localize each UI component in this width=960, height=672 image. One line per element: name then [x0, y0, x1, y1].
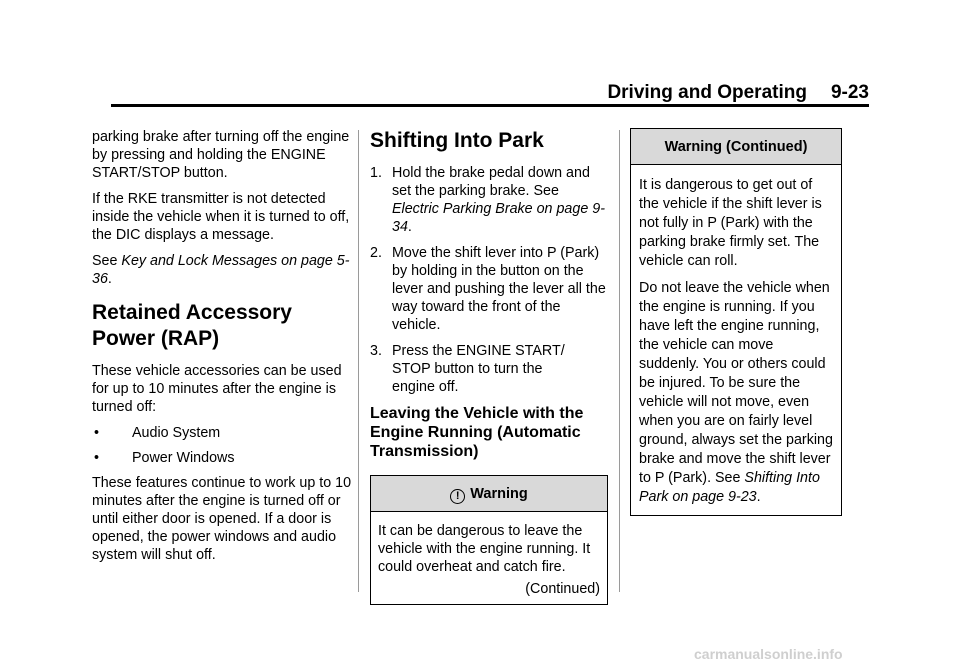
warning-body	[631, 165, 841, 515]
header-text	[607, 82, 869, 104]
watermark: carmanualsonline.info	[694, 646, 843, 662]
warning-text: It can be dangerous to leave the vehicle with the engine running. It could overheat and catch fire.	[378, 523, 591, 575]
list-item-label: Audio System	[132, 425, 221, 441]
rap-heading: Retained Accessory Power (RAP)	[92, 301, 292, 350]
section-title: Driving and Operating	[607, 82, 807, 103]
step-text	[392, 164, 608, 236]
list-item	[370, 164, 608, 236]
see-label: See	[92, 253, 122, 269]
step-text: Press the ENGINE START/ STOP button to turn the engine off.	[392, 343, 565, 395]
column-3	[630, 128, 842, 516]
warning-text: It is dangerous to get out of the vehicle if the shift lever is not fully in P (Park) with the parking brake firmly set. The vehicle can roll.	[639, 177, 822, 269]
paragraph: These features continue to work up to 10 minutes after the engine is turned off or until either door is opened. If a door is opened, the power windows and audio system will shut off.	[92, 475, 352, 563]
list-item	[370, 342, 608, 396]
cross-reference-link[interactable]: Electric Parking Brake on page 9-34	[392, 201, 605, 235]
bullet-icon: •	[94, 450, 100, 466]
list-item-label: Power Windows	[132, 450, 235, 466]
paragraph: parking brake after turning off the engine by pressing and holding the ENGINE START/STOP button.	[92, 129, 350, 181]
period: .	[407, 219, 412, 235]
warning-title-label: Warning	[470, 486, 528, 502]
warning-text	[639, 279, 834, 507]
list-item	[370, 244, 608, 334]
list-item	[92, 424, 352, 442]
column-divider-1	[358, 130, 359, 592]
continued-label: (Continued)	[525, 581, 600, 597]
cross-reference-link[interactable]: Shifting Into Park on page 9-23	[639, 470, 820, 505]
see-reference	[92, 252, 352, 288]
header-rule	[111, 104, 869, 107]
column-1	[92, 128, 352, 572]
period: .	[756, 489, 761, 505]
paragraph: These vehicle accessories can be used for up to 10 minutes after the engine is turned off:	[92, 363, 342, 415]
warning-body	[371, 512, 607, 604]
column-2	[370, 128, 608, 605]
step-text: Move the shift lever into P (Park) by holding in the button on the lever and pushing the lever all the way toward the front of the vehicle.	[392, 245, 606, 333]
cross-reference-link[interactable]: Key and Lock Messages on page 5-36	[92, 253, 350, 287]
warning-text-body: Do not leave the vehicle when the engine is running. If you have left the engine running, the vehicle can move suddenly. You or others could be injured. To be sure the vehicle will not move, even when you are on fairly level ground, always set the parking brake and move the shift lever to P (Park). See	[639, 280, 833, 486]
bullet-icon: •	[94, 425, 100, 441]
step-number: 2.	[370, 245, 382, 261]
step-number: 1.	[370, 165, 382, 181]
step-body: Hold the brake pedal down and set the parking brake. See	[392, 165, 590, 199]
warning-box	[370, 475, 608, 605]
page-header	[111, 78, 869, 104]
leaving-vehicle-heading: Leaving the Vehicle with the Engine Running (Automatic Transmission)	[370, 405, 584, 460]
step-number: 3.	[370, 343, 382, 359]
paragraph: If the RKE transmitter is not detected inside the vehicle when it is turned to off, the DIC displays a message.	[92, 191, 350, 243]
warning-circle-icon: !	[450, 489, 465, 504]
period: .	[107, 271, 112, 287]
warning-box-continued	[630, 128, 842, 516]
shifting-heading: Shifting Into Park	[370, 129, 544, 152]
list-item	[92, 449, 352, 467]
warning-title	[371, 476, 607, 512]
page-number: 9-23	[830, 82, 869, 103]
warning-title: Warning (Continued)	[631, 129, 841, 165]
column-divider-2	[619, 130, 620, 592]
